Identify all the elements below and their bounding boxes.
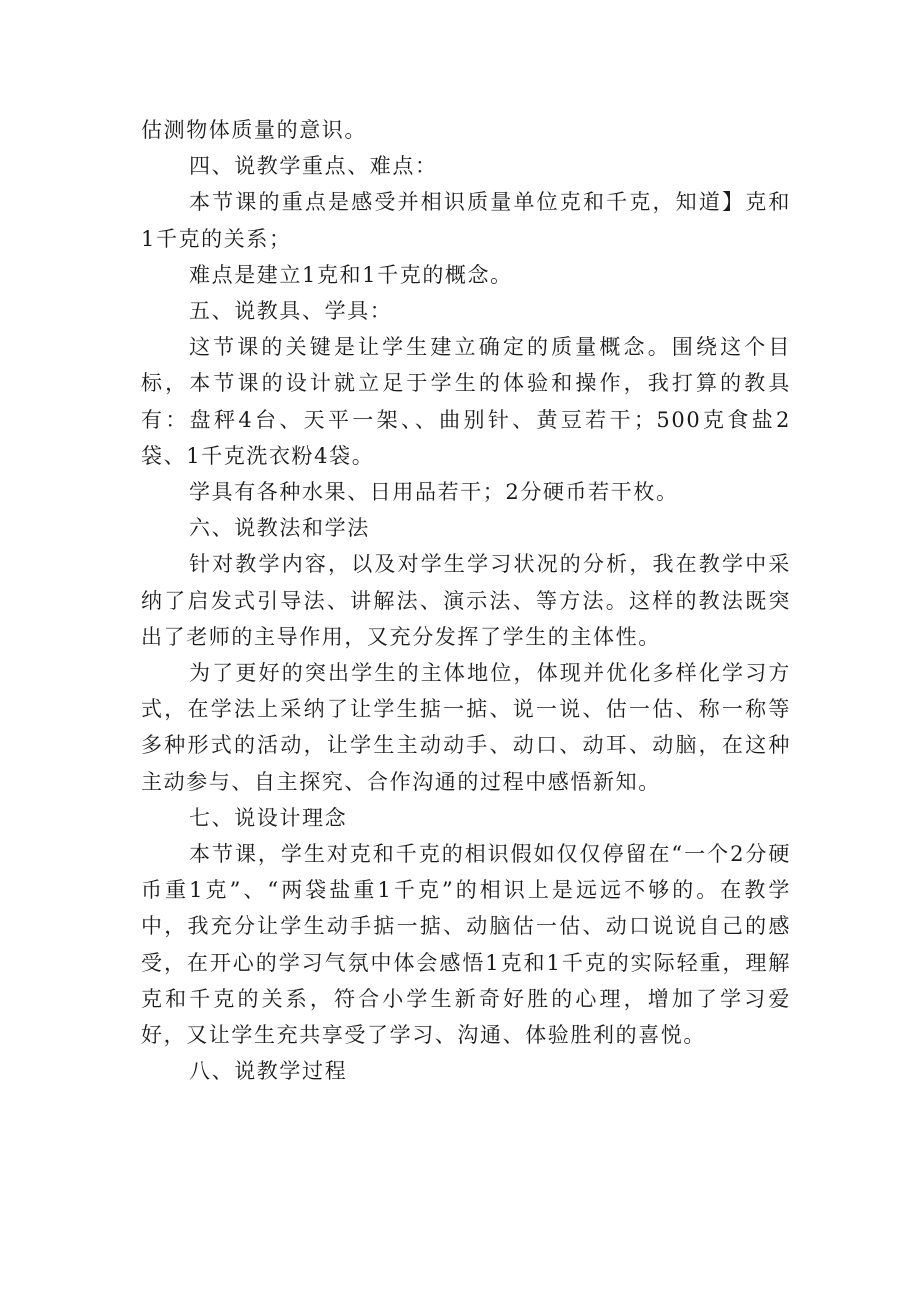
- paragraph-teaching-aids: 这节课的关键是让学生建立确定的质量概念。围绕这个目标，本节课的设计就立足于学生的体验和操作，我打算的教具有：盘秤4台、天平一架、、曲别针、黄豆若干；500克食盐2袋、1千克洗衣粉4袋。: [141, 335, 791, 468]
- paragraph-continuation: 估测物体质量的意识。: [141, 118, 367, 142]
- document-body: [141, 112, 791, 1089]
- section-heading-key-points: 四、说教学重点、难点：: [189, 154, 438, 179]
- paragraph-key-points: 本节课的重点是感受并相识质量单位克和千克，知道】克和1千克的关系；: [141, 190, 791, 251]
- paragraph-learning-aids: 学具有各种水果、日用品若干；2分硬币若干枚。: [189, 480, 679, 505]
- section-heading-teaching-aids: 五、说教具、学具：: [189, 299, 393, 324]
- paragraph-design-concept: 本节课，学生对克和千克的相识假如仅仅停留在“一个2分硬币重1克”、“两袋盐重1千克”的相识上是远远不够的。在教学中，我充分让学生动手掂一掂、动脑估一估、动口说说自己的感受，在开心的学习气氛中体会感悟1克和1千克的实际轻重，理解克和千克的关系，符合小学生新奇好胜的心理，增加了学习爱好，又让学生充共享受了学习、沟通、体验胜利的喜悦。: [141, 842, 791, 1048]
- paragraph-difficulties: 难点是建立1克和1千克的概念。: [189, 262, 513, 287]
- section-heading-design-concept: 七、说设计理念: [189, 805, 348, 830]
- paragraph-learning-methods: 为了更好的突出学生的主体地位，体现并优化多样化学习方式，在学法上采纳了让学生掂一掂、说一说、估一估、称一称等多种形式的活动，让学生主动动手、动口、动耳、动脑，在这种主动参与、自主探究、合作沟通的过程中感悟新知。: [141, 661, 791, 794]
- section-heading-methods: 六、说教法和学法: [189, 516, 370, 541]
- section-heading-teaching-process: 八、说教学过程: [189, 1059, 348, 1084]
- paragraph-teaching-methods: 针对教学内容，以及对学生学习状况的分析，我在教学中采纳了启发式引导法、讲解法、演示法、等方法。这样的教法既突出了老师的主导作用，又充分发挥了学生的主体性。: [141, 552, 791, 649]
